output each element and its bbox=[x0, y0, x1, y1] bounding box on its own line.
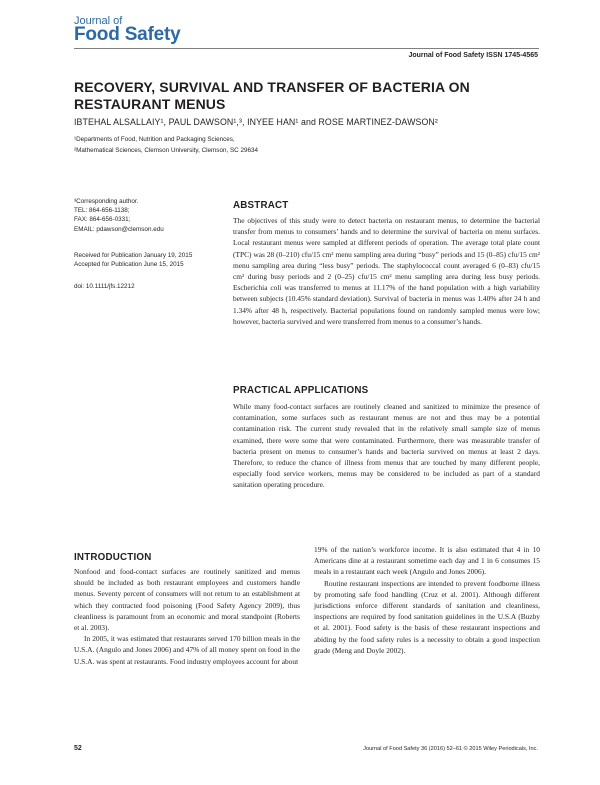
publication-dates bbox=[74, 251, 214, 269]
affiliations bbox=[74, 134, 258, 156]
practical-applications-heading: PRACTICAL APPLICATIONS bbox=[233, 385, 369, 396]
accepted-date: Accepted for Publication June 15, 2015 bbox=[74, 261, 184, 269]
journal-logo-small: Journal of bbox=[74, 15, 123, 27]
page-number: 52 bbox=[74, 745, 82, 752]
corresponding-label: ³Corresponding author. bbox=[74, 198, 139, 205]
author-list: IBTEHAL ALSALLAIY¹, PAUL DAWSON¹,³, INYEE HAN¹ and ROSE MARTINEZ-DAWSON² bbox=[74, 117, 438, 127]
body-column-right bbox=[314, 544, 540, 656]
correspondence-block bbox=[74, 197, 214, 234]
paragraph: Routine restaurant inspections are intended to prevent foodborne illness by promoting safe food handling (Cruz et al. 2001). Although different jurisdictions enforce different standards of sanitation and cleanliness, inspections are required by food sanitation guidelines in the U.S.A (Buzby et al. 2001). Food safety is the basis of these restaurant inspections and abiding by the food safety rules is a necessity to obtain a good inspection grade (Meng and Doyle 2002). bbox=[314, 578, 540, 655]
affiliation-1: ¹Departments of Food, Nutrition and Packaging Sciences, bbox=[74, 136, 235, 143]
practical-applications-text: While many food-contact surfaces are routinely cleaned and sanitized to minimize the presence of contamination, some surfaces such as restaurant menus are not and thus may be a potential contamination risk. The current study revealed that in the relatively small sample size of menus examined, there were some that were contaminated. Furthermore, there was measurable transfer of bacteria present on menus to consumer’s hands and bacteria survived on menus at least 2 days. Therefore, to reduce the chance of illness from menus that are touched by many different people, especially food service workers, menus may be considered to be included as part of a standard sanitation operating procedure. bbox=[233, 402, 540, 490]
received-date: Received for Publication January 19, 2015 bbox=[74, 252, 193, 259]
email[interactable]: EMAIL: pdawson@clemson.edu bbox=[74, 225, 164, 233]
header-divider bbox=[74, 48, 539, 49]
body-column-left bbox=[74, 566, 300, 667]
fax: FAX: 864-656-0331; bbox=[74, 216, 131, 224]
doi[interactable]: doi: 10.1111/jfs.12212 bbox=[74, 283, 135, 290]
affiliation-2: ²Mathematical Sciences, Clemson University, Clemson, SC 29634 bbox=[74, 147, 258, 154]
journal-logo: Food Safety bbox=[74, 24, 181, 45]
article-title: RECOVERY, SURVIVAL AND TRANSFER OF BACTERIA ON RESTAURANT MENUS bbox=[74, 79, 470, 112]
introduction-heading: INTRODUCTION bbox=[74, 552, 152, 563]
issn-line: Journal of Food Safety ISSN 1745-4565 bbox=[408, 52, 538, 59]
paragraph: 19% of the nation’s workforce income. It is also estimated that 4 in 10 Americans dine at a restaurant sometime each day and 1 in 6 consumes 15 meals in a restaurant each week (Angulo and Jones 2006). bbox=[314, 545, 540, 577]
paragraph: In 2005, it was estimated that restaurants served 170 billion meals in the U.S.A. (Angulo and Jones 2006) and 47% of all money spent on food in the U.S.A. was spent at restaurants. Food industry employees account for about bbox=[74, 634, 300, 666]
paragraph: Nonfood and food-contact surfaces are routinely sanitized and menus should be included as both restaurant employees and customers handle menus. Seventy percent of consumers will not return to an establishment at which they contracted food poisoning (Food Safety Agency 2009), thus cleanliness is paramount from an economic and moral standpoint (Roberts et al. 2003). bbox=[74, 567, 300, 633]
abstract-heading: ABSTRACT bbox=[233, 200, 289, 211]
abstract-text: The objectives of this study were to detect bacteria on restaurant menus, to determine the bacterial transfer from menus to consumers’ hands and to determine the survival of bacteria on menu surfaces. Local restaurant menus were sampled at different periods of operation. The average total plate count (TPC) was 28 (0–210) cfu/15 cm² menu sampling area during “busy” periods and 15 (0–85) cfu/15 cm² menu sampling area during “less busy” periods. The staphylococcal count averaged 6 (0–83) cfu/15 cm² during busy periods and 2 (0–25) cfu/15 cm² menu sampling area during less busy periods. Escherichia coli was transferred to menus at 11.17% of the hand population with a high variability between subjects (10.45% standard deviation). Survival of bacteria in menus was 1.40% after 24 h and 1.34% after 48 h, respectively. Bacterial populations found on randomly sampled menus were low; however, bacteria survived and were transferred from menus to a consumer’s hands. bbox=[233, 216, 540, 326]
footer-citation: Journal of Food Safety 36 (2016) 52–61 © 2015 Wiley Periodicals, Inc. bbox=[363, 746, 538, 752]
tel: TEL: 864-656-1138; bbox=[74, 207, 130, 215]
